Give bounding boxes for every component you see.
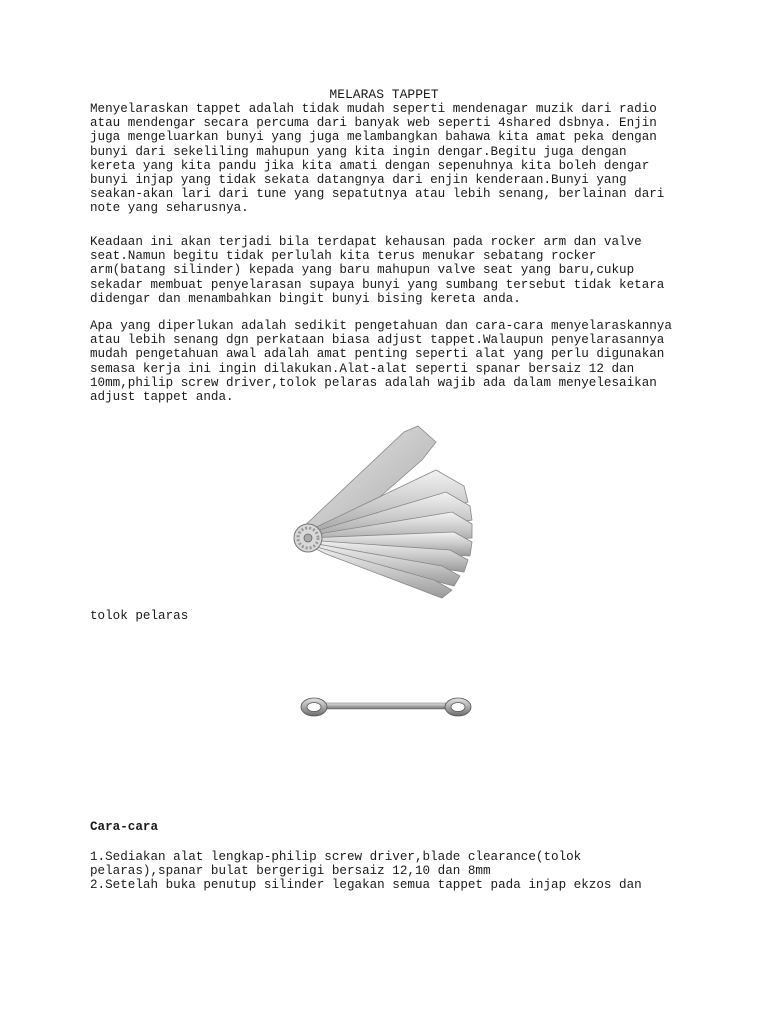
section-heading: Cara-cara <box>90 820 159 834</box>
paragraph-requirements: Apa yang diperlukan adalah sedikit pengetahuan dan cara-cara menyelaraskannya atau lebih senang dgn perkataan biasa adjust tappet.Walaupun penyelarasannya mudah pengetahuan awal adalah amat penting seperti alat yang perlu digunakan semasa kerja ini ingin dilakukan.Alat-alat seperti spanar bersaiz 12 dan 10mm,philip screw driver,tolok pelaras adalah wajib ada dalam menyelesaikan adjust tappet anda. <box>90 319 672 405</box>
ring-spanner-image <box>298 690 474 724</box>
steps-list: 1.Sediakan alat lengkap-philip screw driver,blade clearance(tolok pelaras),spanar bulat bergerigi bersaiz 12,10 dan 8mm 2.Setelah buka penutup silinder legakan semua tappet pada injap ekzos dan <box>90 850 642 893</box>
image-caption: tolok pelaras <box>90 609 189 623</box>
feeler-gauge-image <box>286 420 486 605</box>
paragraph-intro: Menyelaraskan tappet adalah tidak mudah seperti mendenagar muzik dari radio atau mendengar secara percuma dari banyak web seperti 4shared dsbnya. Enjin juga mengeluarkan bunyi yang juga melambangkan bahawa kita amat peka dengan bunyi dari sekeliling mahupun yang kita ingin dengar.Begitu juga dengan kereta yang kita pandu jika kita amati dengan sepenuhnya kita boleh dengar bunyi injap yang tidak sekata datangnya dari enjin kenderaan.Bunyi yang seakan-akan lari dari tune yang sepatutnya atau lebih senang, berlainan dari note yang seharusnya. <box>90 102 665 216</box>
paragraph-cause: Keadaan ini akan terjadi bila terdapat kehausan pada rocker arm dan valve seat.Namun begitu tidak perlulah kita terus menukar sebatang rocker arm(batang silinder) kepada yang baru mahupun valve seat yang baru,cukup sekadar membuat penyelarasan supaya bunyi yang sumbang tersebut tidak ketara didengar dan menambahkan bingit bunyi bising kereta anda. <box>90 235 665 306</box>
document-title: MELARAS TAPPET <box>329 87 439 102</box>
